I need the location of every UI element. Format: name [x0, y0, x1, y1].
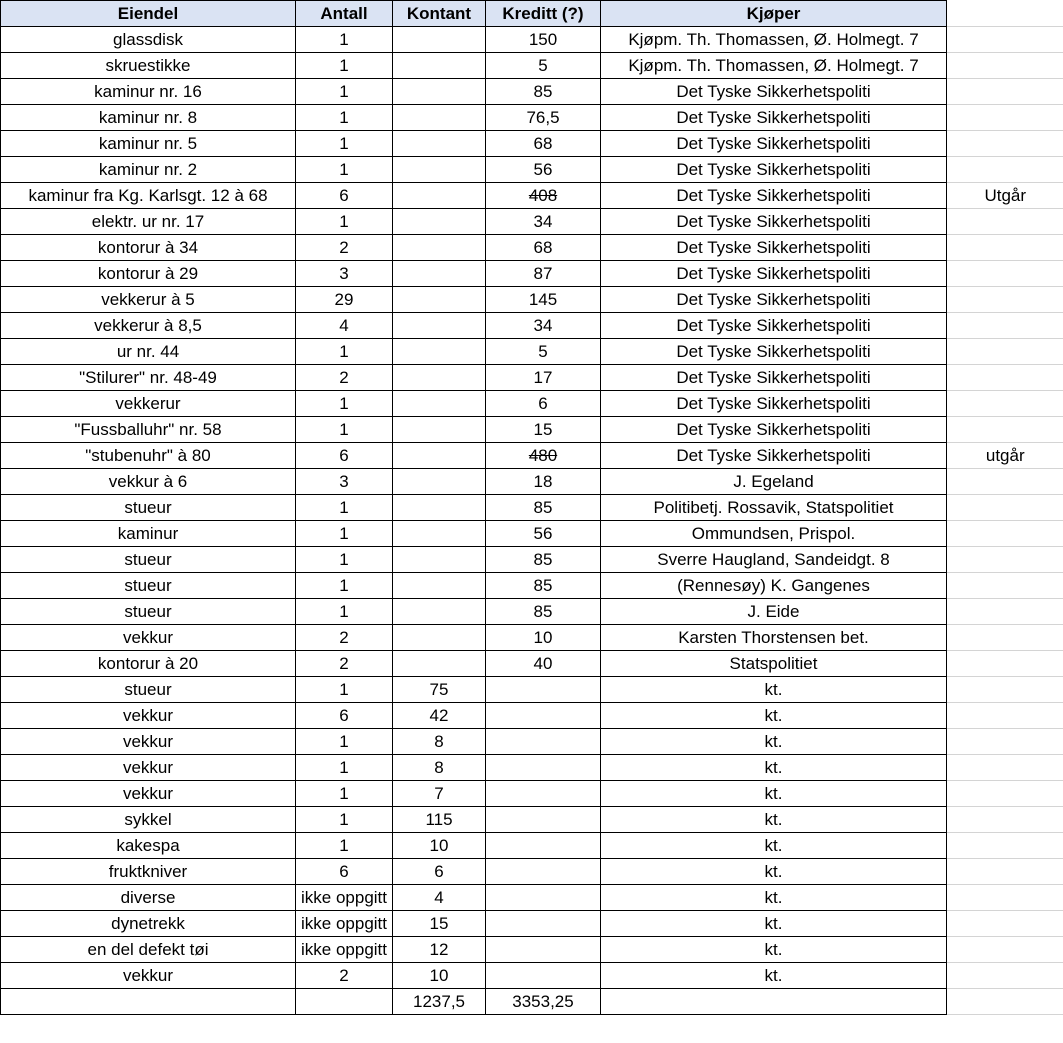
- cell-kontant[interactable]: [393, 495, 486, 521]
- table-row: [1, 261, 1063, 287]
- cell-eiendel[interactable]: "Fussballuhr" nr. 58: [1, 417, 296, 443]
- cell-kontant[interactable]: 10: [393, 833, 486, 859]
- cell-antall[interactable]: 2: [296, 235, 393, 261]
- cell-kreditt[interactable]: 3353,25: [486, 989, 601, 1015]
- cell-kjoper[interactable]: kt.: [601, 755, 947, 781]
- cell-eiendel[interactable]: kontorur à 34: [1, 235, 296, 261]
- cell-eiendel[interactable]: stueur: [1, 677, 296, 703]
- cell-note[interactable]: [947, 157, 1063, 183]
- cell-kreditt[interactable]: [486, 781, 601, 807]
- cell-kreditt[interactable]: 85: [486, 599, 601, 625]
- cell-kjoper[interactable]: kt.: [601, 677, 947, 703]
- cell-kjoper[interactable]: Det Tyske Sikkerhetspoliti: [601, 235, 947, 261]
- cell-kreditt[interactable]: 15: [486, 417, 601, 443]
- cell-eiendel[interactable]: glassdisk: [1, 27, 296, 53]
- cell-antall[interactable]: 6: [296, 703, 393, 729]
- cell-antall[interactable]: 1: [296, 209, 393, 235]
- cell-kontant[interactable]: [393, 131, 486, 157]
- cell-eiendel[interactable]: sykkel: [1, 807, 296, 833]
- cell-kjoper[interactable]: Statspolitiet: [601, 651, 947, 677]
- cell-kontant[interactable]: [393, 157, 486, 183]
- cell-note[interactable]: [947, 781, 1063, 807]
- cell-antall[interactable]: 1: [296, 417, 393, 443]
- cell-kreditt[interactable]: [486, 755, 601, 781]
- table-row: [1, 599, 1063, 625]
- cell-antall[interactable]: [296, 989, 393, 1015]
- table-row: [1, 573, 1063, 599]
- cell-kjoper[interactable]: Det Tyske Sikkerhetspoliti: [601, 443, 947, 469]
- table-row: [1, 79, 1063, 105]
- table-row: [1, 547, 1063, 573]
- cell-kreditt[interactable]: [486, 885, 601, 911]
- cell-kontant[interactable]: [393, 651, 486, 677]
- cell-eiendel[interactable]: en del defekt tøi: [1, 937, 296, 963]
- cell-note[interactable]: [947, 261, 1063, 287]
- cell-note[interactable]: [947, 729, 1063, 755]
- cell-antall[interactable]: 1: [296, 599, 393, 625]
- cell-kreditt[interactable]: 76,5: [486, 105, 601, 131]
- table-row: [1, 235, 1063, 261]
- table-row: [1, 911, 1063, 937]
- cell-kjoper[interactable]: kt.: [601, 937, 947, 963]
- table-row: [1, 521, 1063, 547]
- cell-kontant[interactable]: [393, 27, 486, 53]
- cell-kreditt[interactable]: 480: [486, 443, 601, 469]
- cell-eiendel[interactable]: kontorur à 20: [1, 651, 296, 677]
- cell-kreditt[interactable]: 10: [486, 625, 601, 651]
- cell-eiendel[interactable]: elektr. ur nr. 17: [1, 209, 296, 235]
- cell-eiendel[interactable]: vekkur à 6: [1, 469, 296, 495]
- cell-note[interactable]: Utgår: [947, 183, 1063, 209]
- cell-kontant[interactable]: 8: [393, 755, 486, 781]
- cell-kontant[interactable]: 6: [393, 859, 486, 885]
- cell-note[interactable]: [947, 859, 1063, 885]
- cell-kjoper[interactable]: J. Egeland: [601, 469, 947, 495]
- cell-eiendel[interactable]: stueur: [1, 495, 296, 521]
- cell-eiendel[interactable]: kaminur fra Kg. Karlsgt. 12 à 68: [1, 183, 296, 209]
- table-row: [1, 755, 1063, 781]
- cell-kontant[interactable]: [393, 209, 486, 235]
- table-row: [1, 703, 1063, 729]
- cell-antall[interactable]: 1: [296, 27, 393, 53]
- cell-eiendel[interactable]: "stubenuhr" à 80: [1, 443, 296, 469]
- cell-antall[interactable]: 1: [296, 781, 393, 807]
- cell-kontant[interactable]: 1237,5: [393, 989, 486, 1015]
- cell-kontant[interactable]: [393, 573, 486, 599]
- cell-kreditt[interactable]: 85: [486, 79, 601, 105]
- cell-eiendel[interactable]: stueur: [1, 599, 296, 625]
- cell-antall[interactable]: 1: [296, 339, 393, 365]
- cell-kjoper[interactable]: J. Eide: [601, 599, 947, 625]
- cell-kontant[interactable]: [393, 469, 486, 495]
- cell-kjoper[interactable]: Det Tyske Sikkerhetspoliti: [601, 339, 947, 365]
- cell-note[interactable]: [947, 79, 1063, 105]
- cell-eiendel[interactable]: kontorur à 29: [1, 261, 296, 287]
- table-row: [1, 495, 1063, 521]
- cell-note[interactable]: utgår: [947, 443, 1063, 469]
- cell-kontant[interactable]: [393, 339, 486, 365]
- cell-kjoper[interactable]: Det Tyske Sikkerhetspoliti: [601, 105, 947, 131]
- cell-kontant[interactable]: [393, 105, 486, 131]
- cell-note[interactable]: [947, 365, 1063, 391]
- cell-kreditt[interactable]: 150: [486, 27, 601, 53]
- cell-antall[interactable]: 1: [296, 677, 393, 703]
- cell-eiendel[interactable]: vekkur: [1, 963, 296, 989]
- cell-antall[interactable]: 1: [296, 157, 393, 183]
- cell-note[interactable]: [947, 599, 1063, 625]
- cell-note[interactable]: [947, 53, 1063, 79]
- cell-kreditt[interactable]: 56: [486, 157, 601, 183]
- cell-kontant[interactable]: [393, 521, 486, 547]
- cell-antall[interactable]: 1: [296, 79, 393, 105]
- cell-antall[interactable]: 1: [296, 807, 393, 833]
- table-row: [1, 183, 1063, 209]
- cell-kontant[interactable]: 115: [393, 807, 486, 833]
- cell-kontant[interactable]: [393, 365, 486, 391]
- cell-kjoper[interactable]: Kjøpm. Th. Thomassen, Ø. Holmegt. 7: [601, 27, 947, 53]
- cell-antall[interactable]: 3: [296, 469, 393, 495]
- cell-kontant[interactable]: 4: [393, 885, 486, 911]
- cell-note[interactable]: [947, 339, 1063, 365]
- table-row: [1, 417, 1063, 443]
- cell-antall[interactable]: ikke oppgitt: [296, 885, 393, 911]
- cell-kjoper[interactable]: Kjøpm. Th. Thomassen, Ø. Holmegt. 7: [601, 53, 947, 79]
- cell-antall[interactable]: 1: [296, 729, 393, 755]
- cell-kjoper[interactable]: Det Tyske Sikkerhetspoliti: [601, 365, 947, 391]
- cell-note[interactable]: [947, 131, 1063, 157]
- cell-kontant[interactable]: [393, 183, 486, 209]
- cell-kreditt[interactable]: [486, 677, 601, 703]
- cell-eiendel[interactable]: vekkur: [1, 781, 296, 807]
- cell-kreditt[interactable]: 17: [486, 365, 601, 391]
- cell-kreditt[interactable]: 85: [486, 547, 601, 573]
- cell-eiendel[interactable]: kakespa: [1, 833, 296, 859]
- cell-antall[interactable]: 1: [296, 833, 393, 859]
- cell-kreditt[interactable]: 56: [486, 521, 601, 547]
- cell-antall[interactable]: 1: [296, 53, 393, 79]
- cell-kreditt[interactable]: [486, 963, 601, 989]
- cell-kreditt[interactable]: 68: [486, 235, 601, 261]
- cell-kjoper[interactable]: kt.: [601, 729, 947, 755]
- cell-kjoper[interactable]: kt.: [601, 885, 947, 911]
- cell-kjoper[interactable]: Sverre Haugland, Sandeidgt. 8: [601, 547, 947, 573]
- cell-note[interactable]: [947, 521, 1063, 547]
- cell-kreditt[interactable]: 34: [486, 209, 601, 235]
- cell-kontant[interactable]: [393, 547, 486, 573]
- cell-eiendel[interactable]: vekkerur: [1, 391, 296, 417]
- table-row: [1, 27, 1063, 53]
- cell-eiendel[interactable]: kaminur nr. 16: [1, 79, 296, 105]
- cell-note[interactable]: [947, 833, 1063, 859]
- cell-eiendel[interactable]: "Stilurer" nr. 48-49: [1, 365, 296, 391]
- cell-kjoper[interactable]: Det Tyske Sikkerhetspoliti: [601, 79, 947, 105]
- cell-kontant[interactable]: [393, 79, 486, 105]
- header-row: [1, 1, 1063, 27]
- cell-note[interactable]: [947, 417, 1063, 443]
- cell-kjoper[interactable]: kt.: [601, 781, 947, 807]
- cell-antall[interactable]: 1: [296, 573, 393, 599]
- cell-antall[interactable]: 1: [296, 755, 393, 781]
- cell-note[interactable]: [947, 989, 1063, 1015]
- cell-kjoper[interactable]: Det Tyske Sikkerhetspoliti: [601, 209, 947, 235]
- cell-note[interactable]: [947, 209, 1063, 235]
- cell-note[interactable]: [947, 235, 1063, 261]
- cell-kreditt[interactable]: 68: [486, 131, 601, 157]
- cell-kreditt[interactable]: 145: [486, 287, 601, 313]
- cell-kreditt[interactable]: 85: [486, 495, 601, 521]
- cell-kjoper[interactable]: (Rennesøy) K. Gangenes: [601, 573, 947, 599]
- cell-kjoper[interactable]: Det Tyske Sikkerhetspoliti: [601, 183, 947, 209]
- cell-kjoper[interactable]: kt.: [601, 963, 947, 989]
- cell-eiendel[interactable]: stueur: [1, 573, 296, 599]
- cell-antall[interactable]: 6: [296, 443, 393, 469]
- cell-note[interactable]: [947, 651, 1063, 677]
- cell-kjoper[interactable]: kt.: [601, 859, 947, 885]
- cell-kjoper[interactable]: Det Tyske Sikkerhetspoliti: [601, 261, 947, 287]
- header-antall[interactable]: Antall: [296, 1, 393, 27]
- cell-antall[interactable]: 1: [296, 131, 393, 157]
- cell-kontant[interactable]: [393, 261, 486, 287]
- table-row: [1, 339, 1063, 365]
- cell-note[interactable]: [947, 963, 1063, 989]
- cell-kontant[interactable]: [393, 391, 486, 417]
- cell-note[interactable]: [947, 937, 1063, 963]
- cell-note[interactable]: [947, 391, 1063, 417]
- cell-kontant[interactable]: 12: [393, 937, 486, 963]
- cell-eiendel[interactable]: ur nr. 44: [1, 339, 296, 365]
- cell-kjoper[interactable]: Politibetj. Rossavik, Statspolitiet: [601, 495, 947, 521]
- cell-kontant[interactable]: [393, 313, 486, 339]
- cell-antall[interactable]: 1: [296, 391, 393, 417]
- cell-kreditt[interactable]: 85: [486, 573, 601, 599]
- cell-antall[interactable]: 2: [296, 651, 393, 677]
- cell-antall[interactable]: 1: [296, 521, 393, 547]
- cell-eiendel[interactable]: vekkur: [1, 755, 296, 781]
- cell-kontant[interactable]: [393, 599, 486, 625]
- cell-antall[interactable]: ikke oppgitt: [296, 937, 393, 963]
- table-row: [1, 287, 1063, 313]
- table-row: [1, 443, 1063, 469]
- cell-note[interactable]: [947, 27, 1063, 53]
- cell-antall[interactable]: 2: [296, 625, 393, 651]
- table-row: [1, 131, 1063, 157]
- table-row: [1, 391, 1063, 417]
- cell-note[interactable]: [947, 547, 1063, 573]
- cell-eiendel[interactable]: skruestikke: [1, 53, 296, 79]
- cell-antall[interactable]: ikke oppgitt: [296, 911, 393, 937]
- cell-antall[interactable]: 3: [296, 261, 393, 287]
- table-row: [1, 807, 1063, 833]
- cell-eiendel[interactable]: fruktkniver: [1, 859, 296, 885]
- cell-kreditt[interactable]: 18: [486, 469, 601, 495]
- cell-kjoper[interactable]: Karsten Thorstensen bet.: [601, 625, 947, 651]
- cell-antall[interactable]: 2: [296, 963, 393, 989]
- cell-eiendel[interactable]: vekkerur à 5: [1, 287, 296, 313]
- cell-eiendel[interactable]: stueur: [1, 547, 296, 573]
- header-eiendel[interactable]: Eiendel: [1, 1, 296, 27]
- cell-note[interactable]: [947, 573, 1063, 599]
- cell-kreditt[interactable]: [486, 703, 601, 729]
- cell-eiendel[interactable]: vekkur: [1, 625, 296, 651]
- cell-note[interactable]: [947, 625, 1063, 651]
- table-row: [1, 53, 1063, 79]
- cell-eiendel[interactable]: kaminur: [1, 521, 296, 547]
- cell-antall[interactable]: 4: [296, 313, 393, 339]
- header-kreditt[interactable]: Kreditt (?): [486, 1, 601, 27]
- cell-note[interactable]: [947, 105, 1063, 131]
- cell-kreditt[interactable]: 34: [486, 313, 601, 339]
- cell-antall[interactable]: 6: [296, 859, 393, 885]
- cell-kreditt[interactable]: 40: [486, 651, 601, 677]
- table-row: [1, 781, 1063, 807]
- cell-note[interactable]: [947, 703, 1063, 729]
- cell-note[interactable]: [947, 469, 1063, 495]
- cell-note[interactable]: [947, 313, 1063, 339]
- cell-note[interactable]: [947, 677, 1063, 703]
- header-note[interactable]: [947, 1, 1063, 27]
- cell-kjoper[interactable]: Det Tyske Sikkerhetspoliti: [601, 417, 947, 443]
- header-kontant[interactable]: Kontant: [393, 1, 486, 27]
- cell-kjoper[interactable]: kt.: [601, 833, 947, 859]
- cell-kreditt[interactable]: [486, 833, 601, 859]
- cell-note[interactable]: [947, 885, 1063, 911]
- table-row: [1, 105, 1063, 131]
- cell-kontant[interactable]: 8: [393, 729, 486, 755]
- cell-kreditt[interactable]: [486, 859, 601, 885]
- cell-kontant[interactable]: 7: [393, 781, 486, 807]
- cell-antall[interactable]: 1: [296, 495, 393, 521]
- table-row: [1, 677, 1063, 703]
- cell-antall[interactable]: 29: [296, 287, 393, 313]
- header-kjoper[interactable]: Kjøper: [601, 1, 947, 27]
- cell-antall[interactable]: 1: [296, 105, 393, 131]
- cell-kontant[interactable]: [393, 417, 486, 443]
- cell-kjoper[interactable]: [601, 989, 947, 1015]
- cell-note[interactable]: [947, 755, 1063, 781]
- cell-note[interactable]: [947, 807, 1063, 833]
- cell-note[interactable]: [947, 287, 1063, 313]
- cell-kreditt[interactable]: 6: [486, 391, 601, 417]
- table-row: [1, 365, 1063, 391]
- table-row: [1, 937, 1063, 963]
- table-row: [1, 651, 1063, 677]
- cell-kreditt[interactable]: 408: [486, 183, 601, 209]
- cell-kontant[interactable]: 75: [393, 677, 486, 703]
- cell-kjoper[interactable]: kt.: [601, 807, 947, 833]
- cell-kjoper[interactable]: kt.: [601, 703, 947, 729]
- cell-antall[interactable]: 6: [296, 183, 393, 209]
- table-row: [1, 209, 1063, 235]
- cell-eiendel[interactable]: [1, 989, 296, 1015]
- cell-kontant[interactable]: [393, 287, 486, 313]
- cell-kontant[interactable]: 42: [393, 703, 486, 729]
- cell-eiendel[interactable]: kaminur nr. 5: [1, 131, 296, 157]
- cell-kreditt[interactable]: 87: [486, 261, 601, 287]
- cell-kjoper[interactable]: Det Tyske Sikkerhetspoliti: [601, 391, 947, 417]
- cell-antall[interactable]: 2: [296, 365, 393, 391]
- cell-kjoper[interactable]: Det Tyske Sikkerhetspoliti: [601, 287, 947, 313]
- cell-eiendel[interactable]: dynetrekk: [1, 911, 296, 937]
- cell-kreditt[interactable]: [486, 729, 601, 755]
- cell-eiendel[interactable]: vekkerur à 8,5: [1, 313, 296, 339]
- cell-kontant[interactable]: 15: [393, 911, 486, 937]
- cell-eiendel[interactable]: vekkur: [1, 703, 296, 729]
- cell-kjoper[interactable]: Ommundsen, Prispol.: [601, 521, 947, 547]
- cell-kontant[interactable]: [393, 443, 486, 469]
- cell-eiendel[interactable]: kaminur nr. 8: [1, 105, 296, 131]
- totals-row: [1, 989, 1063, 1015]
- table-row: [1, 963, 1063, 989]
- cell-kreditt[interactable]: 5: [486, 339, 601, 365]
- table-row: [1, 313, 1063, 339]
- cell-eiendel[interactable]: vekkur: [1, 729, 296, 755]
- cell-kreditt[interactable]: [486, 937, 601, 963]
- cell-kontant[interactable]: [393, 625, 486, 651]
- cell-kreditt[interactable]: 5: [486, 53, 601, 79]
- table-row: [1, 833, 1063, 859]
- cell-kjoper[interactable]: Det Tyske Sikkerhetspoliti: [601, 131, 947, 157]
- table-row: [1, 885, 1063, 911]
- cell-kontant[interactable]: [393, 235, 486, 261]
- cell-note[interactable]: [947, 911, 1063, 937]
- table-row: [1, 469, 1063, 495]
- cell-note[interactable]: [947, 495, 1063, 521]
- table-row: [1, 859, 1063, 885]
- table-row: [1, 729, 1063, 755]
- cell-antall[interactable]: 1: [296, 547, 393, 573]
- cell-eiendel[interactable]: diverse: [1, 885, 296, 911]
- cell-kreditt[interactable]: [486, 807, 601, 833]
- cell-kjoper[interactable]: Det Tyske Sikkerhetspoliti: [601, 157, 947, 183]
- table-row: [1, 625, 1063, 651]
- cell-kontant[interactable]: [393, 53, 486, 79]
- cell-kreditt[interactable]: [486, 911, 601, 937]
- cell-kontant[interactable]: 10: [393, 963, 486, 989]
- cell-kjoper[interactable]: Det Tyske Sikkerhetspoliti: [601, 313, 947, 339]
- cell-kjoper[interactable]: kt.: [601, 911, 947, 937]
- cell-eiendel[interactable]: kaminur nr. 2: [1, 157, 296, 183]
- table-row: [1, 157, 1063, 183]
